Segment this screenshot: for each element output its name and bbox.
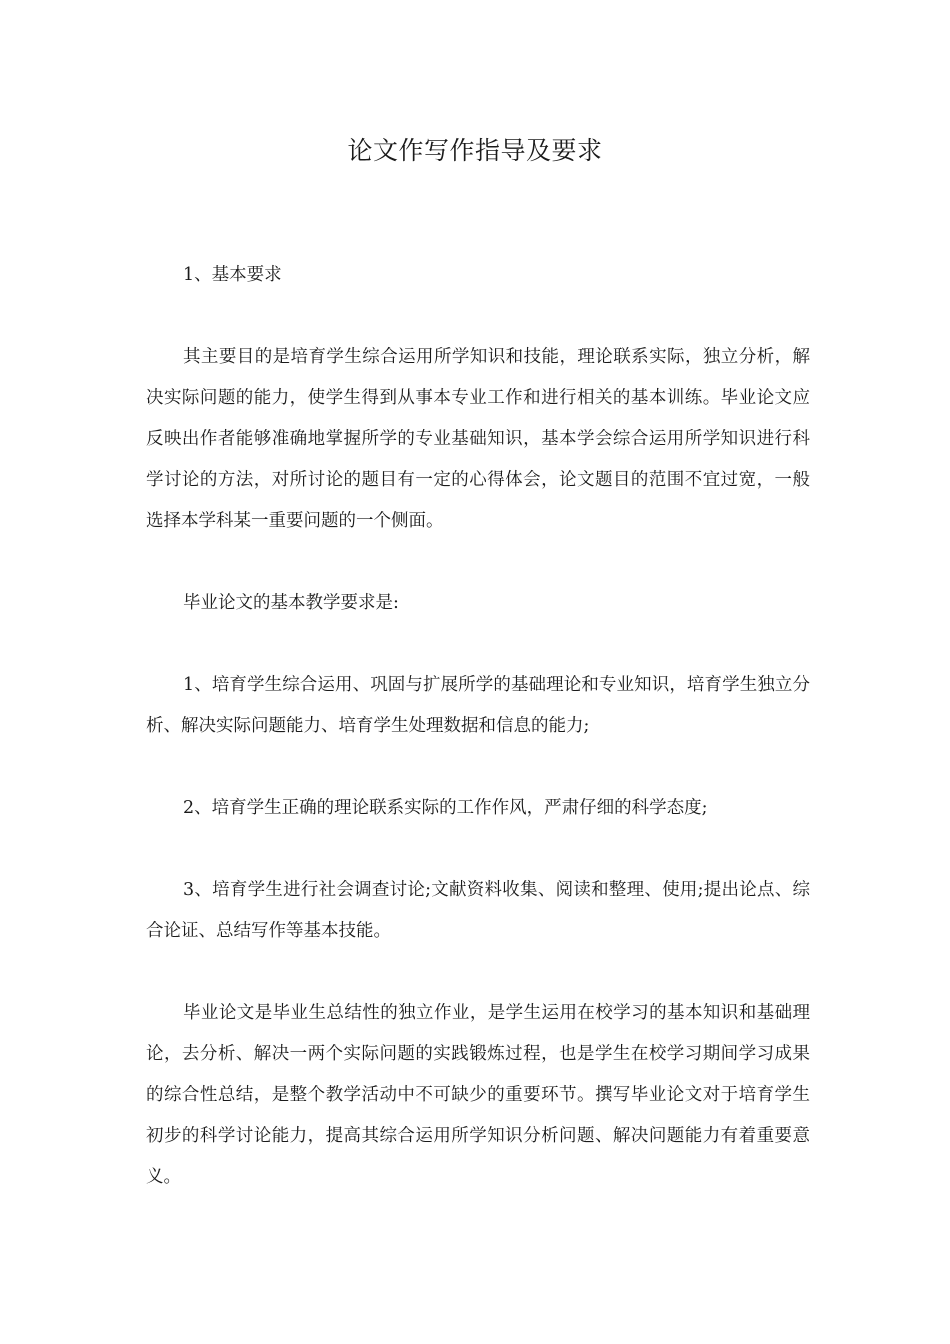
- requirement-item-3: 3、培育学生进行社会调查讨论;文献资料收集、阅读和整理、使用;提出论点、综合论证、总结写作等基本技能。: [146, 880, 810, 941]
- document-title: 论文作写作指导及要求: [347, 136, 603, 165]
- paragraph-summary: 毕业论文是毕业生总结性的独立作业，是学生运用在校学习的基本知识和基础理论，去分析、解决一两个实际问题的实践锻炼过程，也是学生在校学习期间学习成果的综合性总结，是整个教学活动中不可缺少的重要环节。撰写毕业论文对于培育学生初步的科学讨论能力，提高其综合运用所学知识分析问题、解决问题能力有着重要意义。: [146, 1003, 810, 1187]
- requirement-item-1: 1、培育学生综合运用、巩固与扩展所学的基础理论和专业知识，培育学生独立分析、解决实际问题能力、培育学生处理数据和信息的能力;: [146, 675, 810, 736]
- paragraph-purpose: 其主要目的是培育学生综合运用所学知识和技能，理论联系实际，独立分析，解决实际问题的能力，使学生得到从事本专业工作和进行相关的基本训练。毕业论文应反映出作者能够准确地掌握所学的专业基础知识，基本学会综合运用所学知识进行科学讨论的方法，对所讨论的题目有一定的心得体会，论文题目的范围不宜过宽，一般选择本学科某一重要问题的一个侧面。: [146, 347, 810, 531]
- section-heading-basic-requirements: 1、基本要求: [183, 265, 282, 285]
- paragraph-requirements-lead: 毕业论文的基本教学要求是:: [183, 593, 399, 613]
- requirement-item-2: 2、培育学生正确的理论联系实际的工作作风，严肃仔细的科学态度;: [183, 798, 708, 818]
